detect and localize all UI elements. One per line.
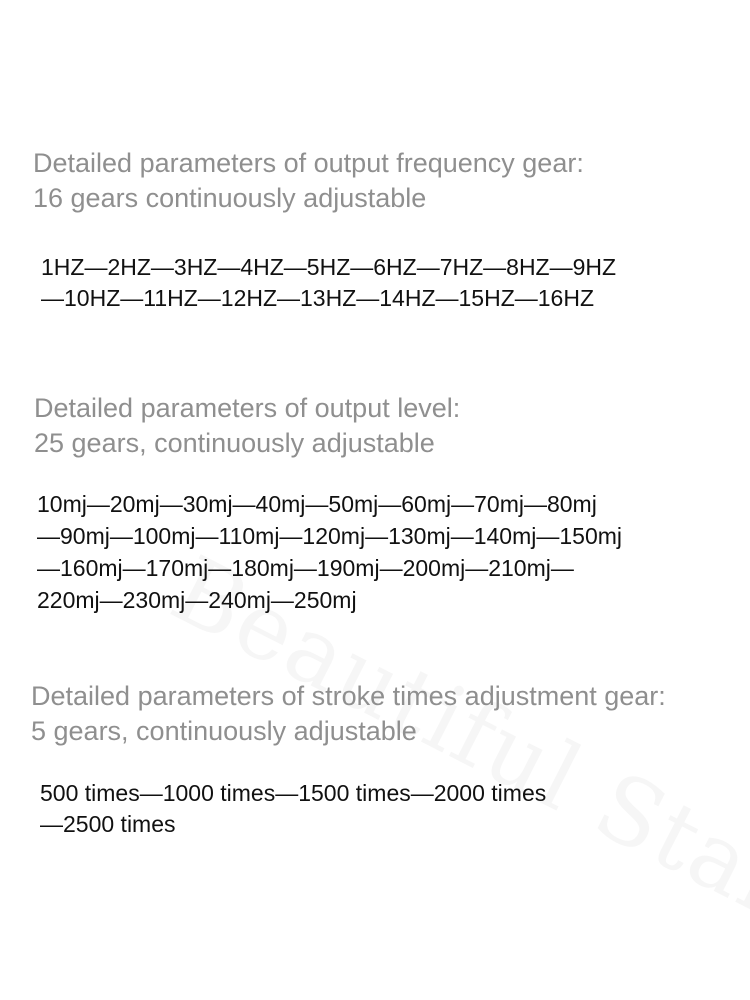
frequency-gear-values — [41, 252, 616, 314]
level-heading-line-2: 25 gears, continuously adjustable — [34, 428, 435, 458]
level-values-line-3: —160mj—170mj—180mj—190mj—200mj—210mj— — [37, 555, 574, 581]
frequency-gear-heading — [33, 146, 584, 216]
stroke-times-heading — [31, 679, 666, 749]
frequency-values-line-2: —10HZ—11HZ—12HZ—13HZ—14HZ—15HZ—16HZ — [41, 285, 594, 311]
stroke-values-line-2: —2500 times — [40, 811, 176, 837]
level-values-line-2: —90mj—100mj—110mj—120mj—130mj—140mj—150mj — [37, 523, 623, 549]
stroke-times-values — [40, 778, 546, 840]
stroke-heading-line-1: Detailed parameters of stroke times adjustment gear: — [31, 681, 666, 711]
output-level-values — [37, 488, 622, 616]
level-heading-line-1: Detailed parameters of output level: — [34, 393, 461, 423]
frequency-heading-line-2: 16 gears continuously adjustable — [33, 183, 427, 213]
level-values-line-4: 220mj—230mj—240mj—250mj — [37, 587, 357, 613]
output-level-heading — [34, 391, 460, 461]
stroke-heading-line-2: 5 gears, continuously adjustable — [31, 716, 417, 746]
stroke-values-line-1: 500 times—1000 times—1500 times—2000 times — [40, 780, 547, 806]
frequency-heading-line-1: Detailed parameters of output frequency gear: — [33, 148, 584, 178]
frequency-values-line-1: 1HZ—2HZ—3HZ—4HZ—5HZ—6HZ—7HZ—8HZ—9HZ — [41, 254, 617, 280]
level-values-line-1: 10mj—20mj—30mj—40mj—50mj—60mj—70mj—80mj — [37, 491, 597, 517]
